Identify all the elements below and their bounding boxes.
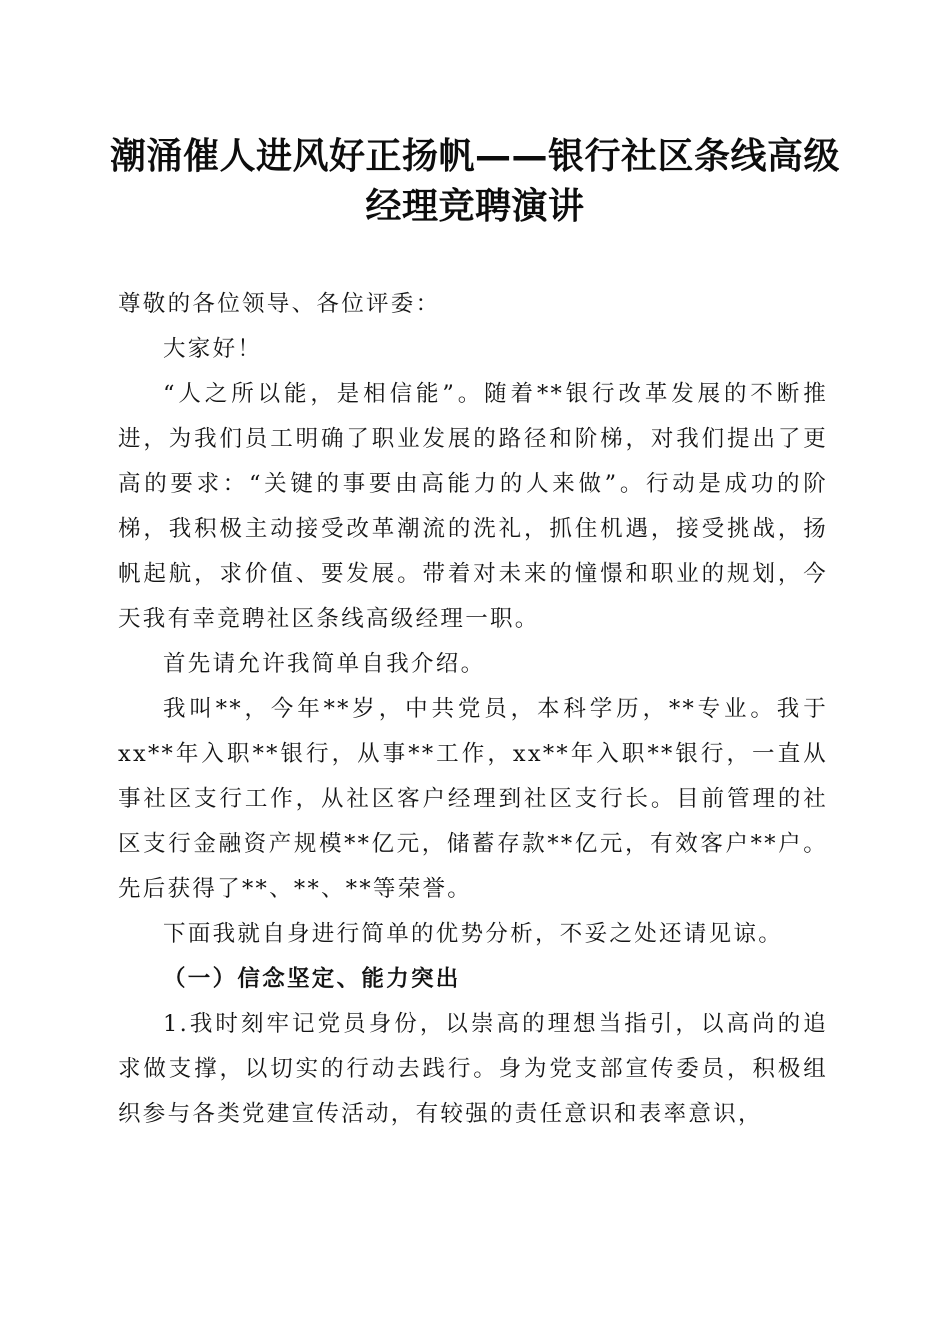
paragraph-intro-request: 首先请允许我简单自我介绍。 xyxy=(163,651,486,677)
paragraph-opening: “人之所以能，是相信能”。随着**银行改革发展的不断推进，为我们员工明确了职业发展的路径和阶梯，对我们提出了更高的要求：“关键的事要由高能力的人来做”。行动是成功的阶梯，我积极主动接受改革潮流的洗礼，抓住机遇，接受挑战，扬帆起航，求价值、要发展。带着对未来的憧憬和职业的规划，今天我有幸竞聘社区条线高级经理一职。 xyxy=(118,381,828,632)
paragraph-greeting: 大家好！ xyxy=(163,336,263,362)
salutation: 尊敬的各位领导、各位评委： xyxy=(118,291,441,317)
section-paragraph: 1.我时刻牢记党员身份，以崇高的理想当指引，以高尚的追求做支撑，以切实的行动去践行。身为党支部宣传委员，积极组织参与各类党建宣传活动，有较强的责任意识和表率意识， xyxy=(118,1011,828,1127)
paragraph-self-introduction: 我叫**，今年**岁，中共党员，本科学历，**专业。我于xx**年入职**银行，从事**工作，xx**年入职**银行，一直从事社区支行工作，从社区客户经理到社区支行长。目前管理的社区支行金融资产规模**亿元，储蓄存款**亿元，有效客户**户。先后获得了**、**、**等荣誉。 xyxy=(118,696,828,902)
section-heading: （一）信念坚定、能力突出 xyxy=(163,966,461,992)
paragraph-analysis-intro: 下面我就自身进行简单的优势分析，不妥之处还请见谅。 xyxy=(163,921,784,947)
document-title: 潮涌催人进风好正扬帆——银行社区条线高级经理竞聘演讲 xyxy=(109,136,840,227)
document-body xyxy=(118,282,828,1137)
